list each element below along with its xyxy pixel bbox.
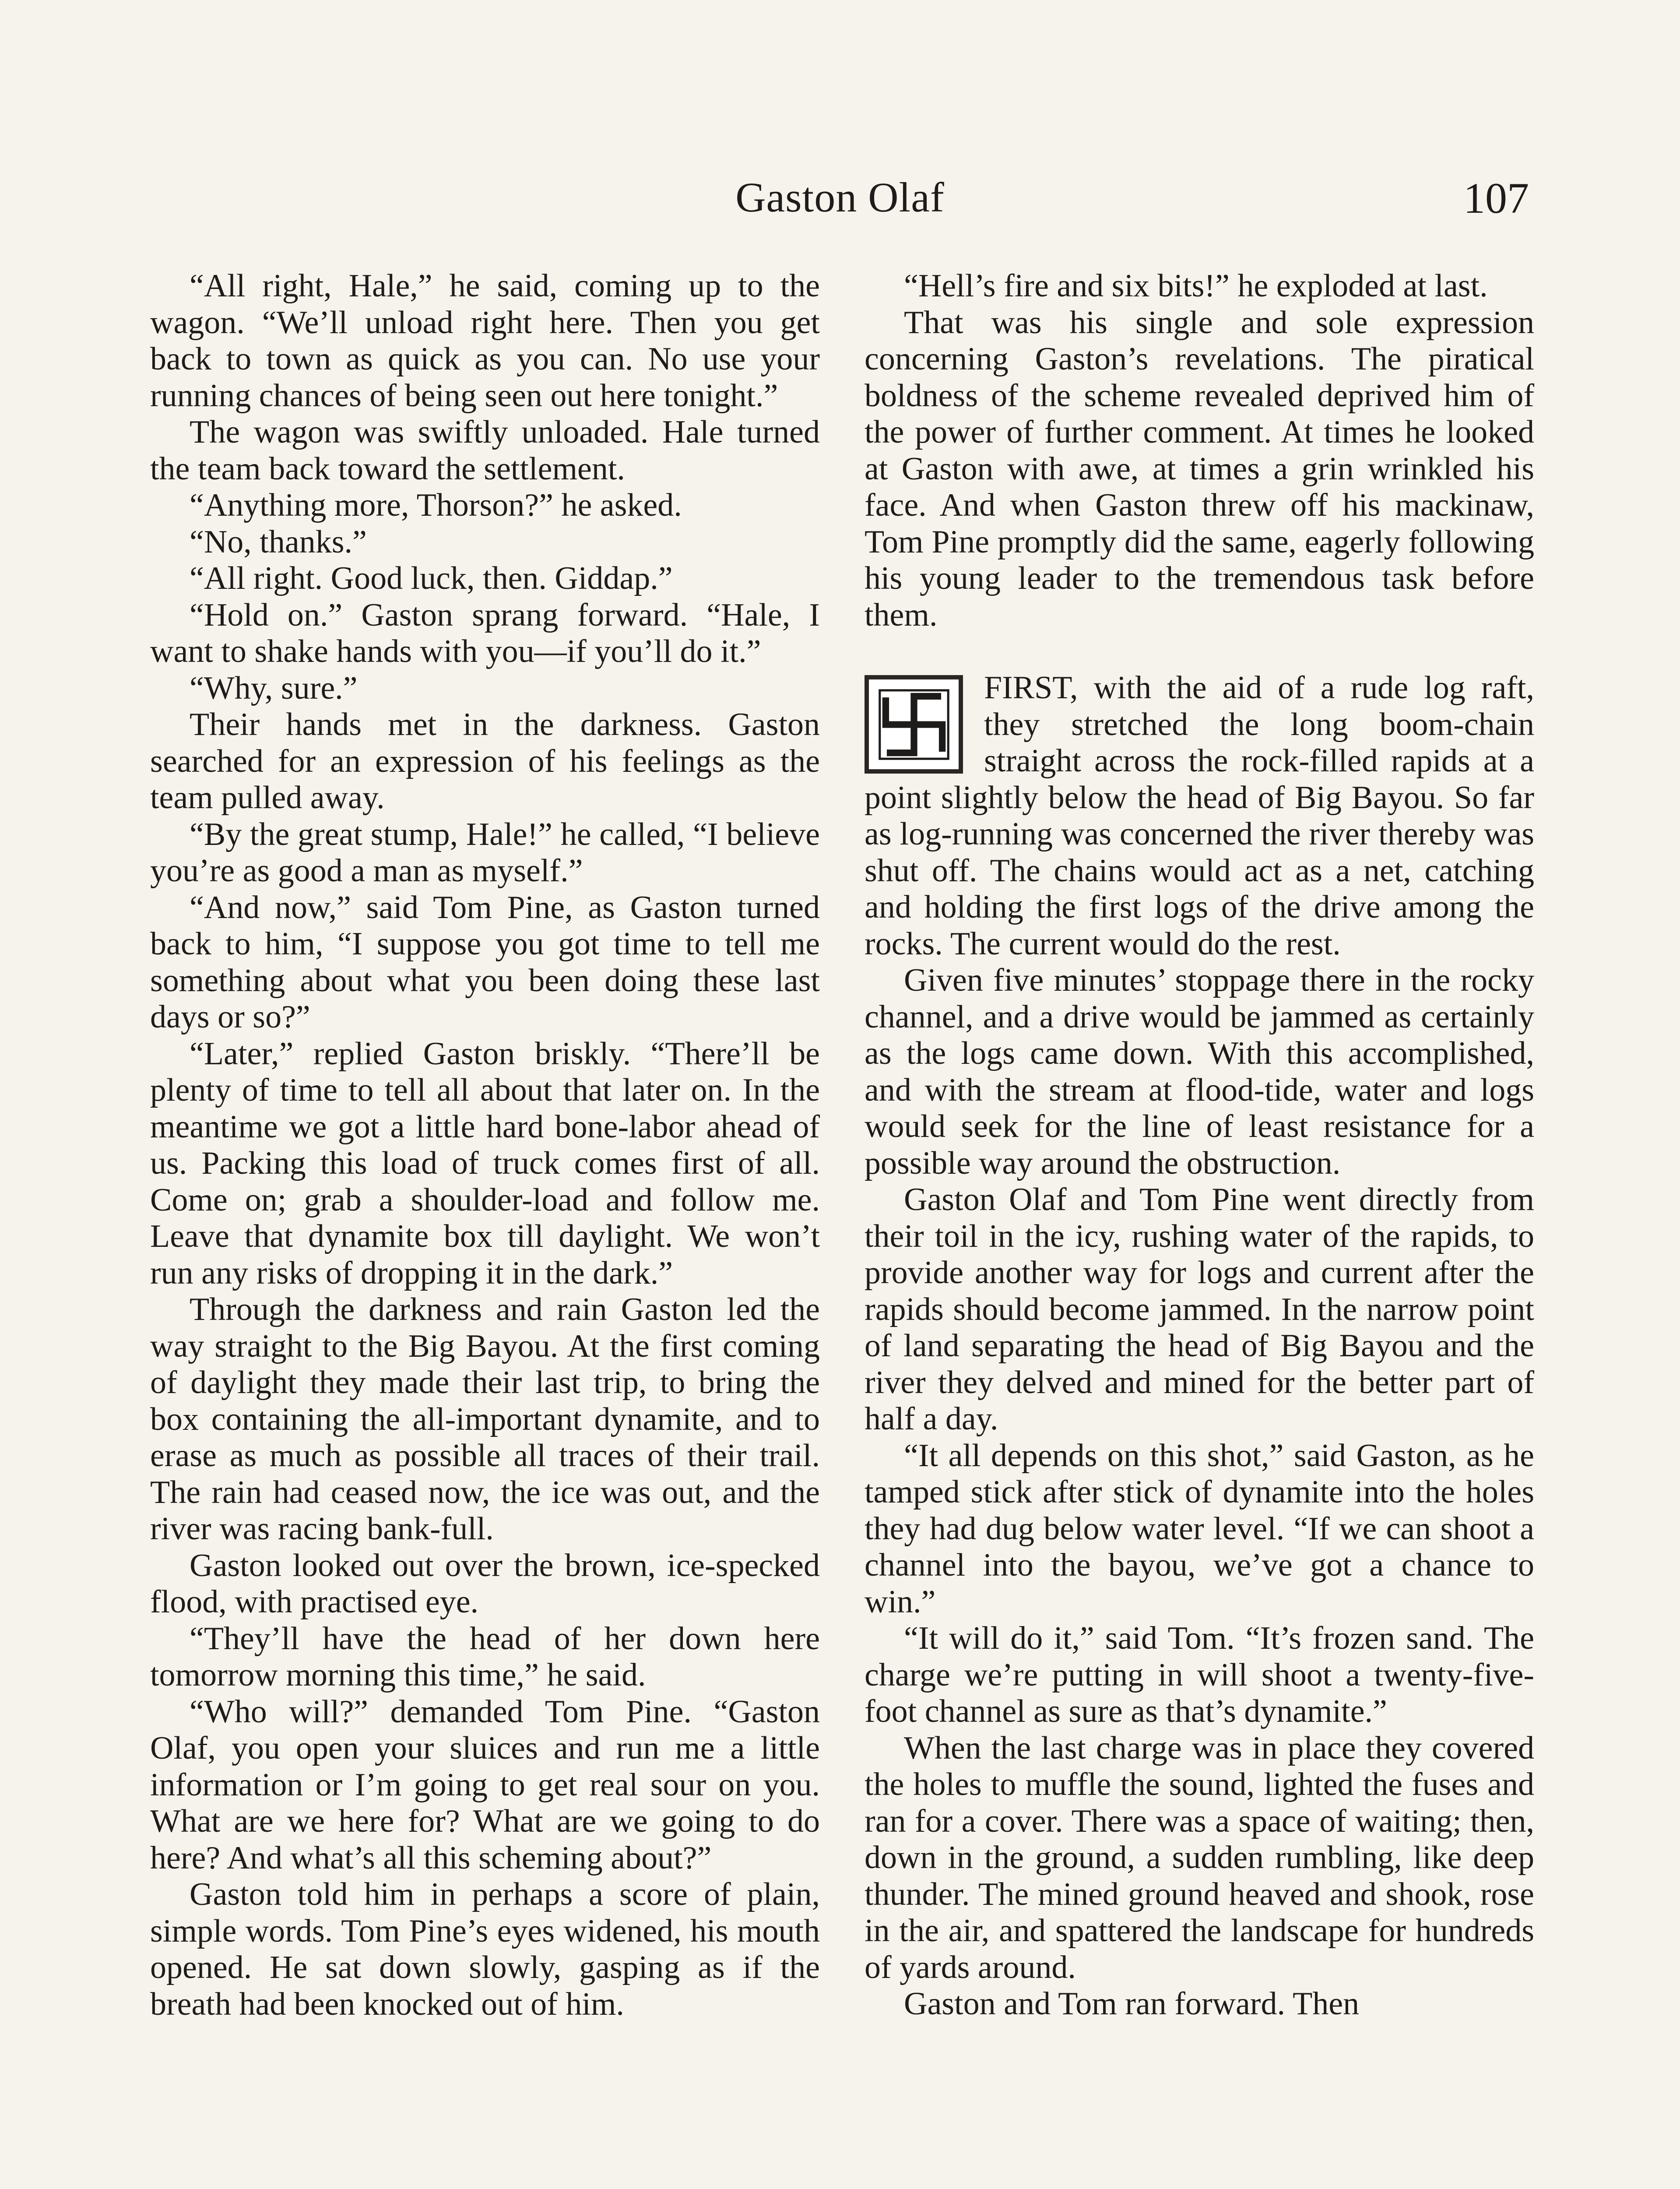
paragraph: Their hands met in the darkness. Gaston searched for an expression of his feelings as the team pulled away. — [150, 707, 820, 816]
paragraph: “Why, sure.” — [190, 670, 358, 706]
paragraph: “Anything more, Thorson?” he asked. — [190, 487, 682, 523]
paragraph: “No, thanks.” — [190, 524, 367, 560]
paragraph: “It will do it,” said Tom. “It’s frozen sand. The charge we’re putting in will shoot a twenty-five-foot channel as sure as that’s dynamite.” — [865, 1620, 1534, 1729]
paragraph: Gaston looked out over the brown, ice-specked flood, with practised eye. — [150, 1547, 820, 1620]
paragraph: Gaston told him in perhaps a score of plain, simple words. Tom Pine’s eyes widened, his mouth opened. He sat down slowly, gasping as if the breath had been knocked out of him. — [150, 1876, 820, 2022]
paragraph: “By the great stump, Hale!” he called, “I believe you’re as good a man as myself.” — [150, 816, 820, 889]
right-column — [865, 268, 1534, 2023]
paragraph: That was his single and sole expression concerning Gaston’s revelations. The piratical boldness of the scheme revealed deprived him of the power of further comment. At times he looked at Gaston with awe, at times a grin wrinkled his face. And when Gaston threw off his mackinaw, Tom Pine promptly did the same, eagerly following his young leader to the tremendous task before them. — [865, 304, 1534, 633]
paragraph: The wagon was swiftly unloaded. Hale turned the team back toward the settlement. — [150, 414, 820, 487]
running-head — [0, 173, 1680, 225]
section-break — [865, 633, 1534, 670]
paragraph: Through the darkness and rain Gaston led the way straight to the Big Bayou. At the first coming of daylight they made their last trip, to bring the box containing the all-important dynamite, and to erase as much as possible all traces of their trail. The rain had ceased now, the ice was out, and the river was racing bank-full. — [150, 1292, 820, 1547]
paragraph: “It all depends on this shot,” said Gaston, as he tamped stick after stick of dynamite into the holes they had dug below water level. “If we can shoot a channel into the bayou, we’ve got a chance to win.” — [865, 1437, 1534, 1620]
section-opening-text: FIRST, with the aid of a rude log raft, they stretched the long boom-chain straight across the rock-filled rapids at a point slightly below the head of Big Bayou. So far as log-running was concerned the river thereby was shut off. The chains would act as a net, catching and holding the first logs of the drive among the rocks. The current would do the rest. — [865, 670, 1534, 962]
paragraph: “And now,” said Tom Pine, as Gaston turned back to him, “I suppose you got time to tell me something about what you been doing these last days or so?” — [150, 889, 820, 1035]
paragraph: Given five minutes’ stoppage there in the rocky channel, and a drive would be jammed as certainly as the logs came down. With this accomplished, and with the stream at flood-tide, water and logs would seek for the line of least resistance for a possible way around the obstruction. — [865, 962, 1534, 1181]
paragraph: “They’ll have the head of her down here tomorrow morning this time,” he said. — [150, 1620, 820, 1693]
paragraph: Gaston Olaf and Tom Pine went directly from their toil in the icy, rushing water of the rapids, to provide another way for logs and current after the rapids should become jammed. In the narrow point of land separating the head of Big Bayou and the river they delved and mined for the better part of half a day. — [865, 1182, 1534, 1437]
paragraph: “Hell’s fire and six bits!” he exploded at last. — [904, 268, 1488, 304]
section-opening-paragraph — [865, 670, 1534, 962]
paragraph: “Who will?” demanded Tom Pine. “Gaston Olaf, you open your sluices and run me a little information or I’m going to get real sour on you. What are we here for? What are we going to do here? And what’s all this scheming about?” — [150, 1693, 820, 1876]
page-number: 107 — [1463, 174, 1529, 222]
left-column — [150, 268, 820, 2023]
swastika-ornament-icon — [865, 675, 963, 774]
paragraph: When the last charge was in place they covered the holes to muffle the sound, lighted the fuses and ran for a cover. There was a space of waiting; then, down in the ground, a sudden rumbling, like deep thunder. The mined ground heaved and shook, rose in the air, and spattered the landscape for hundreds of yards around. — [865, 1730, 1534, 1985]
paragraph: Gaston and Tom ran forward. Then — [904, 1986, 1360, 2022]
running-title: Gaston Olaf — [735, 174, 945, 221]
paragraph: “All right. Good luck, then. Giddap.” — [190, 560, 673, 596]
paragraph: “All right, Hale,” he said, coming up to the wagon. “We’ll unload right here. Then you get back to town as quick as you can. No use your running chances of being seen out here tonight.” — [150, 268, 820, 414]
paragraph: “Hold on.” Gaston sprang forward. “Hale, I want to shake hands with you—if you’ll do it.” — [150, 597, 820, 669]
paragraph: “Later,” replied Gaston briskly. “There’ll be plenty of time to tell all about that later on. In the meantime we got a little hard bone-labor ahead of us. Packing this load of truck comes first of all. Come on; grab a shoulder-load and follow me. Leave that dynamite box till daylight. We won’t run any risks of dropping it in the dark.” — [150, 1035, 820, 1291]
